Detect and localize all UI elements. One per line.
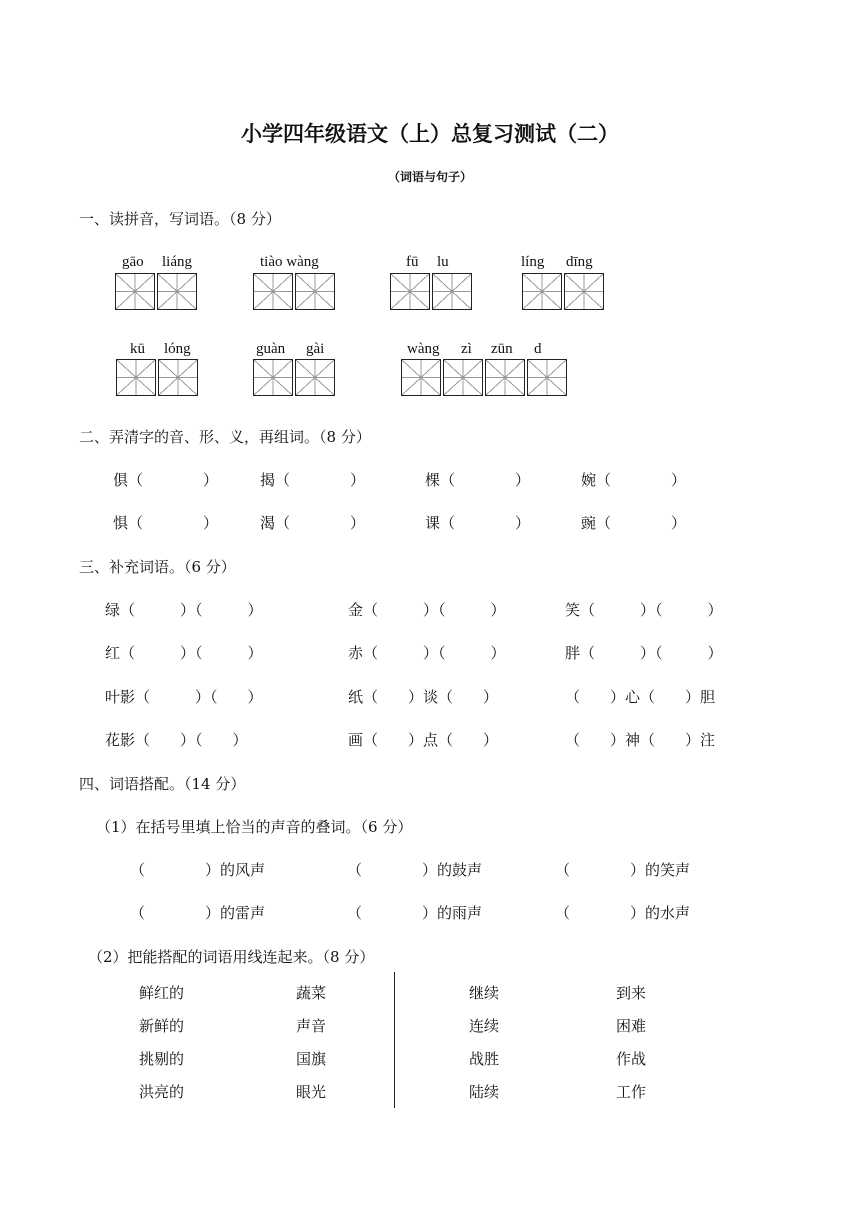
page-subtitle: （词语与句子）	[387, 170, 472, 184]
writing-grid[interactable]	[401, 359, 569, 396]
match-word[interactable]: 困难	[616, 1017, 647, 1035]
grid-cell[interactable]	[157, 273, 197, 310]
match-word[interactable]: 洪亮的	[139, 1083, 185, 1101]
match-word[interactable]: 工作	[616, 1083, 647, 1101]
pinyin: zūn	[491, 341, 513, 357]
match-word[interactable]: 新鲜的	[139, 1017, 185, 1035]
pinyin: lóng	[164, 341, 191, 357]
section-4-heading: 四、词语搭配。（14 分）	[79, 775, 246, 793]
sound-item: （ ）的鼓声	[347, 861, 483, 879]
grid-cell[interactable]	[564, 273, 604, 310]
word-item: 婉（ ）	[581, 471, 687, 489]
fill-item: 红（ ）（ ）	[105, 644, 263, 662]
writing-grid[interactable]	[253, 359, 337, 396]
fill-item: （ ）心（ ）胆	[565, 688, 716, 706]
sound-item: （ ）的雨声	[347, 904, 483, 922]
page-title: 小学四年级语文（上）总复习测试（二）	[241, 122, 619, 146]
match-word[interactable]: 挑剔的	[139, 1050, 185, 1068]
fill-item: 花影（ ）（ ）	[105, 731, 248, 749]
word-item: 惧（ ）	[113, 514, 219, 532]
match-word[interactable]: 蔬菜	[296, 984, 327, 1002]
pinyin: wàng	[407, 341, 440, 357]
writing-grid[interactable]	[116, 359, 200, 396]
fill-item: 赤（ ）（ ）	[348, 644, 506, 662]
divider-line	[394, 972, 395, 1108]
fill-item: 叶影（ ）（ ）	[105, 688, 263, 706]
word-item: 渴（ ）	[260, 514, 366, 532]
grid-cell[interactable]	[485, 359, 525, 396]
sound-item: （ ）的雷声	[130, 904, 266, 922]
match-word[interactable]: 到来	[616, 984, 647, 1002]
grid-cell[interactable]	[253, 359, 293, 396]
match-word[interactable]: 鲜红的	[139, 984, 185, 1002]
match-word[interactable]: 继续	[469, 984, 500, 1002]
grid-cell[interactable]	[115, 273, 155, 310]
sound-item: （ ）的风声	[130, 861, 266, 879]
section-1-heading: 一、读拼音，写词语。（8 分）	[79, 210, 281, 228]
match-word[interactable]: 眼光	[296, 1083, 327, 1101]
pinyin: dīng	[566, 254, 593, 270]
grid-cell[interactable]	[432, 273, 472, 310]
word-item: 棵（ ）	[425, 471, 531, 489]
word-item: 俱（ ）	[113, 471, 219, 489]
fill-item: 画（ ）点（ ）	[348, 731, 499, 749]
section-2-heading: 二、弄清字的音、形、义，再组词。（8 分）	[79, 428, 371, 446]
grid-cell[interactable]	[116, 359, 156, 396]
grid-cell[interactable]	[158, 359, 198, 396]
grid-cell[interactable]	[522, 273, 562, 310]
writing-grid[interactable]	[390, 273, 474, 310]
fill-item: 笑（ ）（ ）	[565, 601, 723, 619]
pinyin: zì	[461, 341, 472, 357]
fill-item: 绿（ ）（ ）	[105, 601, 263, 619]
grid-cell[interactable]	[527, 359, 567, 396]
sound-item: （ ）的笑声	[555, 861, 691, 879]
match-word[interactable]: 连续	[469, 1017, 500, 1035]
writing-grid[interactable]	[522, 273, 606, 310]
pinyin: lu	[437, 254, 449, 270]
pinyin: guàn	[256, 341, 286, 357]
grid-cell[interactable]	[443, 359, 483, 396]
pinyin: gài	[306, 341, 325, 357]
writing-grid[interactable]	[253, 273, 337, 310]
sound-item: （ ）的水声	[555, 904, 691, 922]
word-item: 课（ ）	[425, 514, 531, 532]
match-word[interactable]: 战胜	[469, 1050, 500, 1068]
writing-grid[interactable]	[115, 273, 199, 310]
pinyin: tiào wàng	[260, 254, 319, 270]
pinyin: líng	[521, 254, 545, 270]
question-1: （1）在括号里填上恰当的声音的叠词。（6 分）	[96, 818, 413, 836]
match-word[interactable]: 国旗	[296, 1050, 327, 1068]
question-2: （2）把能搭配的词语用线连起来。（8 分）	[88, 948, 375, 966]
fill-item: 金（ ）（ ）	[348, 601, 506, 619]
match-word[interactable]: 作战	[616, 1050, 647, 1068]
pinyin: gāo	[122, 254, 144, 270]
match-word[interactable]: 声音	[296, 1017, 327, 1035]
grid-cell[interactable]	[295, 273, 335, 310]
pinyin: fū	[406, 254, 419, 270]
fill-item: （ ）神（ ）注	[565, 731, 716, 749]
match-word[interactable]: 陆续	[469, 1083, 500, 1101]
grid-cell[interactable]	[253, 273, 293, 310]
pinyin: d	[534, 341, 542, 357]
pinyin: kū	[130, 341, 145, 357]
section-3-heading: 三、补充词语。（6 分）	[79, 558, 236, 576]
word-item: 揭（ ）	[260, 471, 366, 489]
grid-cell[interactable]	[390, 273, 430, 310]
word-item: 豌（ ）	[581, 514, 687, 532]
grid-cell[interactable]	[295, 359, 335, 396]
fill-item: 胖（ ）（ ）	[565, 644, 723, 662]
fill-item: 纸（ ）谈（ ）	[348, 688, 499, 706]
pinyin: liáng	[162, 254, 192, 270]
grid-cell[interactable]	[401, 359, 441, 396]
